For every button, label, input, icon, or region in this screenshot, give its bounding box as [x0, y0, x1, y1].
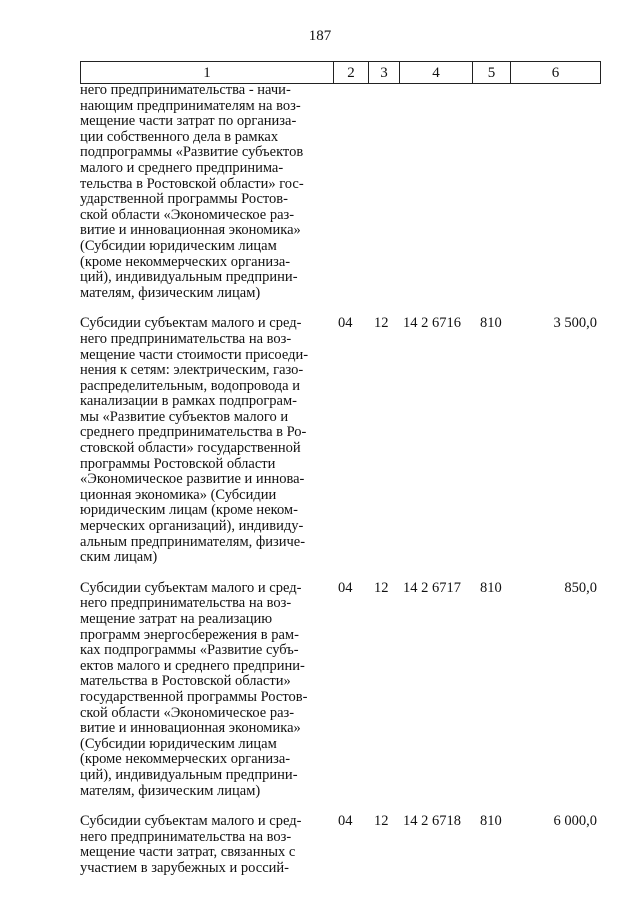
row-section-code: 04 — [338, 813, 353, 830]
row-expense-type: 810 — [480, 315, 502, 332]
row-description: Субсидии субъектам малого и сред- него предпринимательства на воз- мещение части стоимости присоеди- нения к сетям: электрическим, газо- распределительным, водопровода и канализации в рамках подпрограм- мы «Развитие субъектов малого и среднего предпринимательства в Ро- стовской области» государственной программы Ростовской области «Экономическое развитие и иннова- ционная экономика» (Субсидии юридическим лицам (кроме неком- мерческих организаций), индивиду- альным предпринимателям, физиче- ским лицам) — [80, 315, 309, 566]
row-description: Субсидии субъектам малого и сред- него предпринимательства на воз- мещение затрат на реализацию программ энергосбережения в рам- ках подпрограммы «Развитие субъ- ектов малого и среднего предприни- мательства в Ростовской области» государственной программы Ростов- ской области «Экономическое раз- витие и инновационная экономика» (Субсидии юридическим лицам (кроме некоммерческих организа- ций), индивидуальным предприни- мателям, физическим лицам) — [80, 579, 308, 799]
row-section-code: 04 — [338, 579, 353, 596]
table-body — [80, 83, 600, 877]
row-description: него предпринимательства - начи- нающим предпринимателям на воз- мещение части затрат по организа- ции собственного дела в рамках подпрограммы «Развитие субъектов малого и среднего предпринима- тельства в Ростовской области» гос- ударственной программы Ростов- ской области «Экономическое раз- витие и инновационная экономика» (Субсидии юридическим лицам (кроме некоммерческих организа- ций), индивидуальным предприни- мателям, физическим лицам) — [80, 82, 304, 301]
header-col-2: 2 — [334, 62, 369, 84]
header-col-5: 5 — [473, 62, 511, 84]
row-description: Субсидии субъектам малого и сред- него предпринимательства на воз- мещение части затрат, связанных с участием в зарубежных и россий- — [80, 813, 302, 876]
table-row — [80, 814, 600, 876]
row-section-code: 04 — [338, 315, 353, 332]
table-header — [80, 61, 601, 84]
row-expense-type: 810 — [480, 813, 502, 830]
header-col-3: 3 — [369, 62, 400, 84]
row-amount: 6 000,0 — [553, 813, 597, 830]
row-target-code: 14 2 6716 — [403, 315, 461, 332]
row-subsection-code: 12 — [374, 813, 389, 830]
row-amount: 3 500,0 — [553, 315, 597, 332]
row-subsection-code: 12 — [374, 579, 389, 596]
table-row — [80, 581, 600, 799]
table-row — [80, 83, 600, 301]
table-row — [80, 316, 600, 566]
row-subsection-code: 12 — [374, 315, 389, 332]
header-col-1: 1 — [81, 62, 334, 84]
page-number: 187 — [308, 28, 332, 44]
row-target-code: 14 2 6717 — [403, 579, 461, 596]
row-expense-type: 810 — [480, 579, 502, 596]
row-target-code: 14 2 6718 — [403, 813, 461, 830]
header-col-4: 4 — [400, 62, 473, 84]
header-col-6: 6 — [511, 62, 601, 84]
row-amount: 850,0 — [564, 579, 597, 596]
